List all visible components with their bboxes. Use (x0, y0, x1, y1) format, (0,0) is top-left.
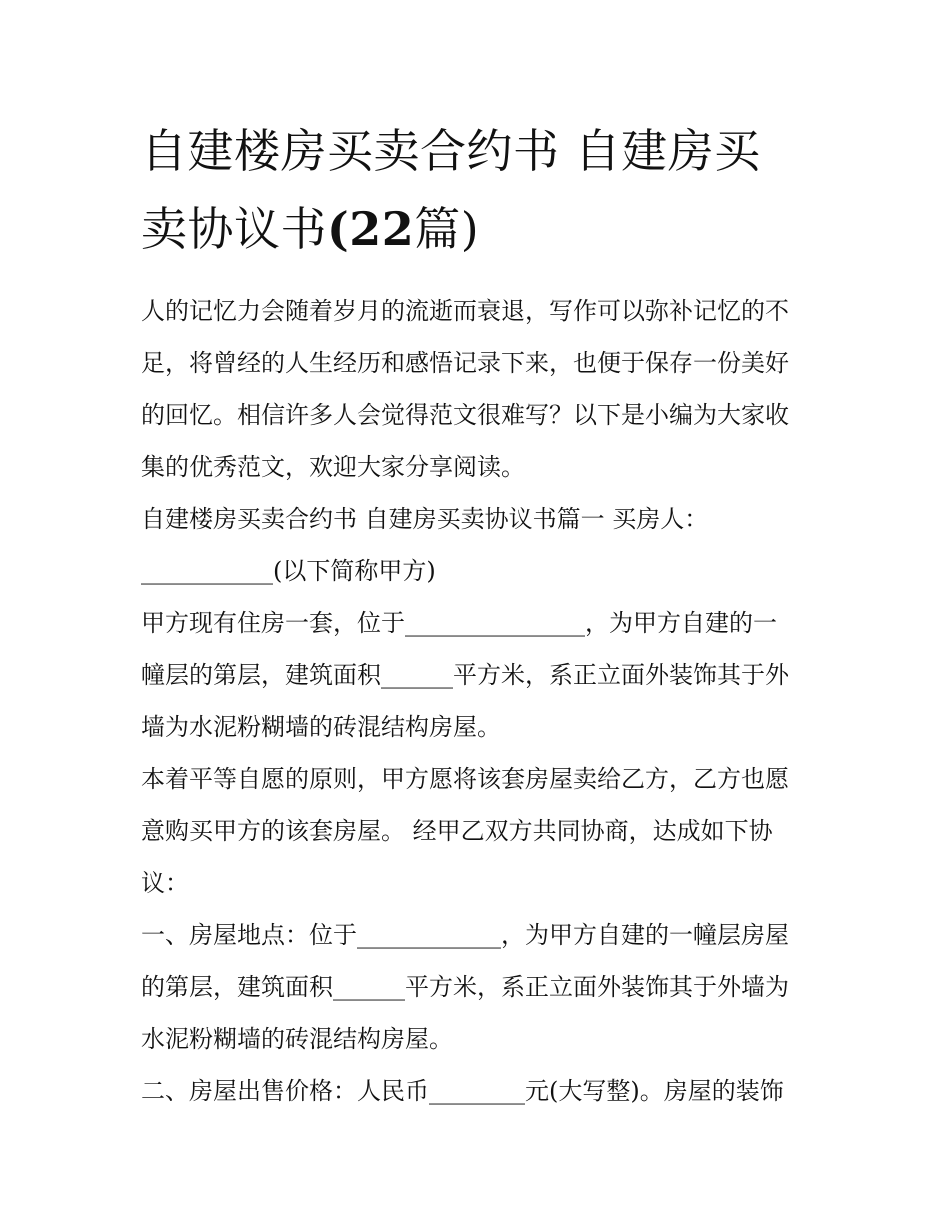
title-line-2-prefix: 卖协议书 (141, 202, 327, 256)
clause-line: 的第层，建筑面积______平方米，系正立面外装饰其于外墙为 (141, 973, 789, 1001)
clause-line: 一、房屋地点：位于____________，为甲方自建的一幢层房屋 (141, 921, 789, 949)
document-page (141, 112, 813, 1117)
text-line: 议： (141, 869, 189, 897)
document-title (141, 112, 813, 268)
clause-line: 二、房屋出售价格：人民币________元(大写整)。房屋的装饰 (141, 1077, 784, 1105)
section-heading-line: 自建楼房买卖合约书 自建房买卖协议书篇一 买房人： (141, 505, 709, 533)
text-line: 人的记忆力会随着岁月的流逝而衰退，写作可以弥补记忆的不 (141, 297, 789, 325)
text-line: 集的优秀范文，欢迎大家分享阅读。 (141, 453, 525, 481)
text-line: 甲方现有住房一套，位于_______________，为甲方自建的一 (141, 609, 777, 637)
title-line-2-suffix: 篇) (414, 202, 480, 256)
text-line: 足，将曾经的人生经历和感悟记录下来，也便于保存一份美好 (141, 349, 789, 377)
text-line: 的回忆。相信许多人会觉得范文很难写？以下是小编为大家收 (141, 401, 789, 429)
text-line: 意购买甲方的该套房屋。 经甲乙双方共同协商，达成如下协 (141, 817, 773, 845)
text-line: 墙为水泥粉糊墙的砖混结构房屋。 (141, 713, 501, 741)
title-article-count: (22 (327, 202, 415, 256)
text-line: 幢层的第层，建筑面积______平方米，系正立面外装饰其于外 (141, 661, 789, 689)
title-line-1: 自建楼房买卖合约书 自建房买 (141, 124, 761, 178)
buyer-blank-line: ___________(以下简称甲方) (141, 557, 436, 585)
text-line: 本着平等自愿的原则，甲方愿将该套房屋卖给乙方，乙方也愿 (141, 765, 789, 793)
clause-line: 水泥粉糊墙的砖混结构房屋。 (141, 1025, 453, 1053)
